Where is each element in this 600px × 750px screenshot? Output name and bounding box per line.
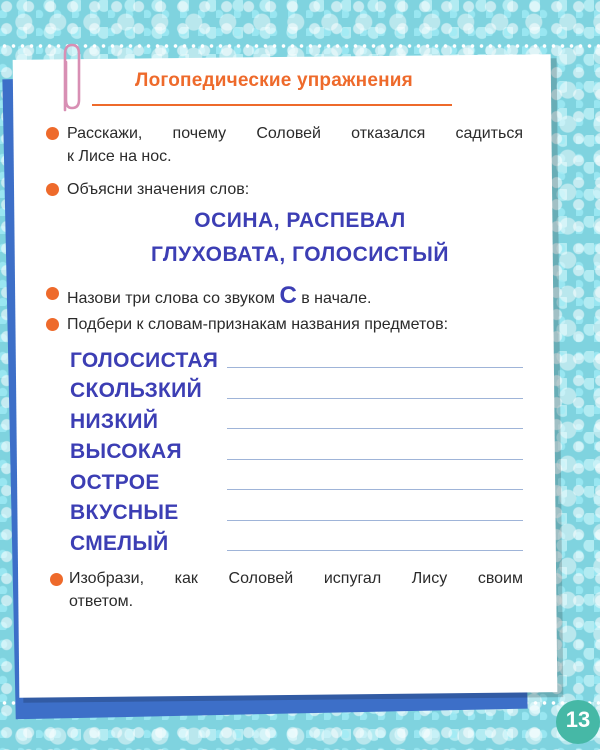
bullet-dot [46,127,59,140]
answer-line[interactable] [227,489,523,490]
task-1-line-2: к Лисе на нос. [67,148,172,165]
task-3-text [67,282,371,310]
task-4-text: Подбери к словам-признакам названия предметов: [67,316,449,333]
task-5-line-2: ответом. [69,593,134,610]
adjective-word: ВЫСОКАЯ [70,440,182,463]
answer-line[interactable] [227,550,523,551]
heading-underline [92,104,452,106]
vocabulary-words-1: ОСИНА, РАСПЕВАЛ [194,209,406,232]
answer-line[interactable] [227,520,523,521]
paperclip-icon [56,40,84,116]
task-3-sound: С [279,282,297,309]
task-5-line-1: Изобрази, как Соловей испугал Лису своим [69,570,523,587]
answer-line[interactable] [227,428,523,429]
bullet-dot [50,573,63,586]
vocabulary-words-2: ГЛУХОВАТА, ГОЛОСИСТЫЙ [151,243,449,266]
task-3-after: в начале. [301,290,372,307]
section-heading: Логопедические упражнения [135,70,413,91]
answer-line[interactable] [227,367,523,368]
task-2-text: Объясни значения слов: [67,181,250,198]
adjective-word: ВКУСНЫЕ [70,501,179,524]
adjective-word: ОСТРОЕ [70,471,160,494]
adjective-word: НИЗКИЙ [70,410,159,433]
bullet-dot [46,318,59,331]
answer-line[interactable] [227,398,523,399]
bullet-dot [46,287,59,300]
answer-line[interactable] [227,459,523,460]
adjective-word: СМЕЛЫЙ [70,532,169,555]
bullet-dot [46,183,59,196]
beaded-border-top [0,44,600,48]
task-1-line-1: Расскажи, почему Соловей отказался садиться [67,125,523,142]
page-number: 13 [565,707,591,732]
adjective-word: ГОЛОСИСТАЯ [70,349,219,372]
task-3-before: Назови три слова со звуком [67,290,275,307]
adjective-word: СКОЛЬЗКИЙ [70,379,202,402]
